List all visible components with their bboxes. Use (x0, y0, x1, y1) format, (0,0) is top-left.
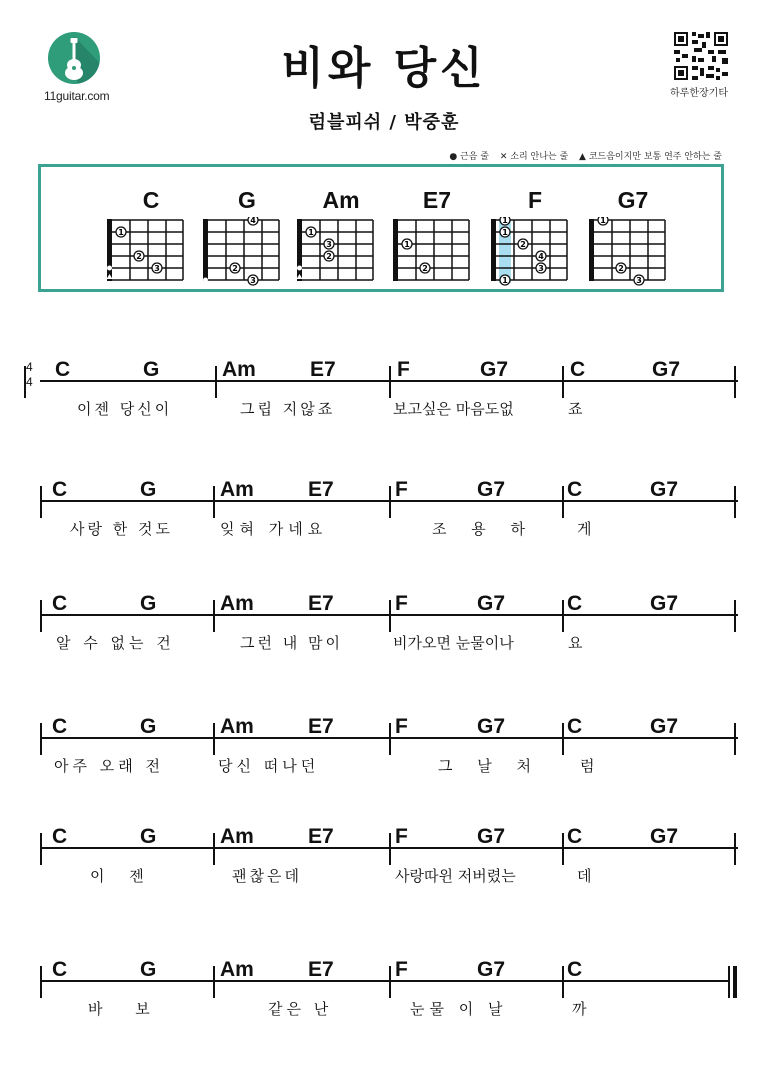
barline (40, 966, 42, 998)
lyric-segment: 그립 지않죠 (240, 400, 336, 418)
chord-diagram-panel (38, 164, 724, 292)
fretboard-f (487, 217, 587, 289)
chord-diagram-c (103, 187, 203, 291)
chord-label: F (395, 715, 408, 738)
chord-label: G7 (477, 715, 506, 738)
legend (441, 149, 722, 162)
chord-label: F (395, 825, 408, 848)
chord-label: G (140, 958, 157, 981)
chord-diagram-name: C (142, 187, 160, 213)
chord-diagram-name: Am (322, 187, 360, 213)
lyric-segment: 게 (577, 520, 592, 538)
lyric-segment: 아주 오래 전 (54, 757, 164, 775)
music-line-4 (40, 715, 738, 785)
svg-text:4: 4 (250, 217, 256, 225)
fretboard-c (103, 217, 203, 289)
chord-label: E7 (310, 358, 336, 381)
lyric-segment: 비가오면 눈물이나 (393, 634, 514, 652)
chord-label: E7 (308, 958, 334, 981)
barline (40, 723, 42, 755)
barline (562, 600, 564, 632)
legend-root: ● 근음 줄 (449, 152, 489, 162)
time-signature-top: 4 (26, 360, 33, 374)
lyric-segment: 럼 (580, 757, 595, 775)
chord-label: E7 (308, 825, 334, 848)
music-line-5 (40, 825, 738, 895)
barline (24, 366, 26, 398)
lyric-segment: 괜찮은데 (232, 867, 302, 885)
chord-label: C (52, 825, 68, 848)
fretboard-e7 (389, 217, 489, 289)
chord-label: Am (220, 592, 254, 615)
chord-label: C (52, 958, 68, 981)
chord-label: G7 (650, 478, 679, 501)
lyric-segment: 바 보 (88, 1000, 164, 1018)
lyric-segment: 보고싶은 마음도없 (393, 400, 514, 418)
barline (389, 486, 391, 518)
music-line-1 (26, 358, 738, 428)
barline (562, 486, 564, 518)
chord-label: C (570, 358, 586, 381)
lyric-segment: 사랑따윈 저버렸는 (395, 867, 516, 885)
barline (389, 600, 391, 632)
lyric-segment: 당신 떠나던 (218, 757, 320, 775)
barline (213, 486, 215, 518)
chord-label: G7 (652, 358, 681, 381)
chord-label: C (567, 478, 583, 501)
barline (213, 723, 215, 755)
music-line-6 (40, 958, 738, 1028)
svg-text:2: 2 (618, 264, 624, 273)
barline (40, 600, 42, 632)
chord-label: G7 (650, 825, 679, 848)
chord-label: Am (220, 958, 254, 981)
chord-label: G7 (650, 592, 679, 615)
chord-label: G (140, 592, 157, 615)
lyric-segment: 이젠 당신이 (77, 400, 173, 418)
chord-label: G7 (480, 358, 509, 381)
svg-text:1: 1 (502, 217, 508, 225)
chord-label: C (567, 825, 583, 848)
chord-label: E7 (308, 715, 334, 738)
chord-label: C (52, 478, 68, 501)
chord-label: G7 (477, 592, 506, 615)
svg-text:1: 1 (600, 217, 606, 225)
chord-diagram-name: G7 (617, 187, 649, 213)
lyric-segment: 데 (577, 867, 592, 885)
barline (734, 723, 736, 755)
lyric-segment: 같은 난 (268, 1000, 333, 1018)
svg-text:1: 1 (118, 228, 124, 237)
svg-text:2: 2 (136, 252, 142, 261)
chord-label: F (395, 958, 408, 981)
chord-label: Am (222, 358, 256, 381)
svg-text:3: 3 (154, 264, 160, 273)
chord-label: F (397, 358, 410, 381)
barline (213, 966, 215, 998)
chord-diagram-g (199, 187, 299, 291)
final-barline-thick (733, 966, 737, 998)
chord-label: C (567, 958, 583, 981)
svg-text:1: 1 (308, 228, 314, 237)
artist-line: 럼블피쉬 / 박중훈 (308, 112, 460, 133)
barline (562, 966, 564, 998)
chord-label: F (395, 478, 408, 501)
svg-text:3: 3 (636, 276, 642, 285)
svg-text:2: 2 (520, 240, 526, 249)
barline (562, 833, 564, 865)
chord-label: C (567, 715, 583, 738)
lyric-segment: 눈물 이 날 (410, 1000, 508, 1018)
qr-caption: 하루한장기타 (670, 88, 728, 99)
chord-diagram-e7 (389, 187, 489, 291)
barline (213, 600, 215, 632)
chord-diagram-g7 (585, 187, 685, 291)
chord-label: C (567, 592, 583, 615)
chord-label: G7 (477, 825, 506, 848)
barline (562, 366, 564, 398)
chord-label: C (52, 715, 68, 738)
svg-text:3: 3 (538, 264, 544, 273)
barline (40, 833, 42, 865)
barline (734, 833, 736, 865)
fretboard-g7 (585, 217, 685, 289)
chord-label: G7 (477, 958, 506, 981)
chord-label: G (140, 478, 157, 501)
chord-label: G7 (650, 715, 679, 738)
lyric-segment: 까 (572, 1000, 587, 1018)
barline (734, 600, 736, 632)
svg-text:4: 4 (538, 252, 544, 261)
chord-label: G (143, 358, 160, 381)
barline (389, 366, 391, 398)
final-barline-thin (728, 966, 730, 998)
barline (40, 486, 42, 518)
lyric-segment: 사랑 한 것도 (70, 520, 173, 538)
fretboard-g (199, 217, 299, 289)
music-line-2 (40, 478, 738, 548)
chord-diagram-name: F (527, 187, 543, 213)
svg-text:2: 2 (422, 264, 428, 273)
svg-text:1: 1 (404, 240, 410, 249)
svg-text:2: 2 (326, 252, 332, 261)
chord-diagram-am (293, 187, 393, 291)
lyric-segment: 잊혀 가네요 (220, 520, 328, 538)
chord-label: G (140, 825, 157, 848)
lyric-segment: 요 (568, 634, 583, 652)
lyric-segment: 이 젠 (90, 867, 154, 885)
barline (389, 833, 391, 865)
barline (734, 366, 736, 398)
lyric-segment: 죠 (568, 400, 583, 418)
barline (734, 486, 736, 518)
svg-text:3: 3 (250, 276, 256, 285)
chord-label: G (140, 715, 157, 738)
svg-text:2: 2 (232, 264, 238, 273)
svg-text:3: 3 (326, 240, 332, 249)
logo-text: 11guitar.com (44, 89, 110, 103)
lyric-segment: 알 수 없는 건 (56, 634, 175, 652)
svg-text:1: 1 (502, 276, 508, 285)
time-signature (26, 360, 33, 390)
chord-label: E7 (308, 478, 334, 501)
lyric-segment: 그런 내 맘이 (240, 634, 343, 652)
barline (213, 833, 215, 865)
svg-text:1: 1 (502, 228, 508, 237)
chord-diagram-f (487, 187, 587, 291)
chord-label: Am (220, 825, 254, 848)
barline (389, 723, 391, 755)
chord-diagram-name: E7 (422, 187, 452, 213)
chord-label: C (52, 592, 68, 615)
qr-code-icon[interactable] (672, 30, 730, 82)
music-line-3 (40, 592, 738, 662)
chord-label: Am (220, 478, 254, 501)
fretboard-am (293, 217, 393, 289)
barline (215, 366, 217, 398)
chord-label: F (395, 592, 408, 615)
song-title: 비와 당신 (281, 43, 487, 94)
legend-chord-tone: ▲ 코드음이지만 보통 연주 안하는 줄 (579, 152, 722, 162)
chord-label: E7 (308, 592, 334, 615)
chord-diagram-name: G (238, 187, 256, 213)
chord-label: C (55, 358, 71, 381)
chord-label: G7 (477, 478, 506, 501)
chord-label: Am (220, 715, 254, 738)
lyric-segment: 조 용 하 (432, 520, 536, 538)
lyric-segment: 그 날 처 (438, 757, 542, 775)
barline (389, 966, 391, 998)
time-signature-bottom: 4 (26, 375, 33, 389)
barline (562, 723, 564, 755)
legend-mute: ✕ 소리 안나는 줄 (499, 152, 569, 162)
